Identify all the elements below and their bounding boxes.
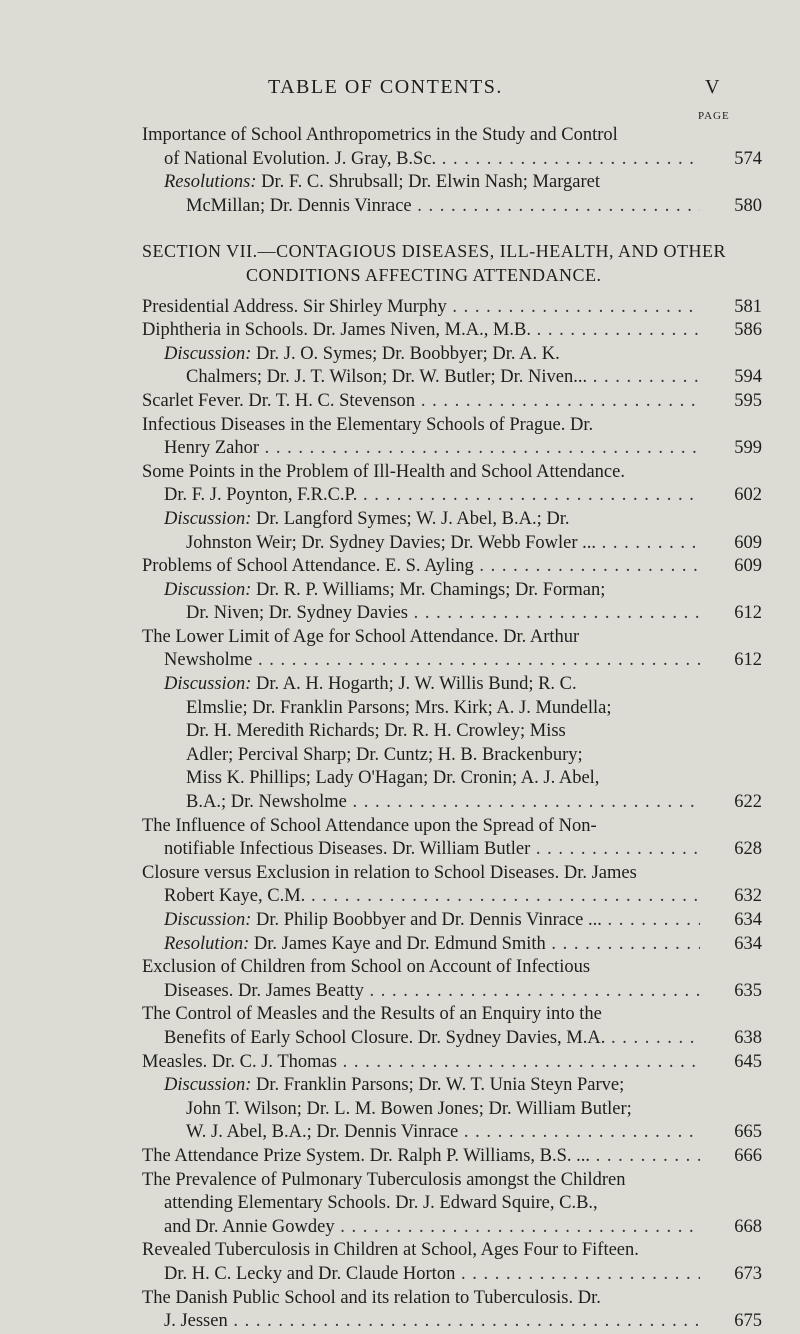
contents-entry [142, 171, 762, 218]
contents-entry [142, 343, 762, 390]
contents-entry-line: Chalmers; Dr. J. T. Wilson; Dr. W. Butler; Dr. Niven... . . . [164, 366, 700, 390]
contents-entry [142, 1145, 762, 1169]
contents-entry [142, 1051, 762, 1075]
contents-entry-line: Discussion: Dr. Philip Boobbyer and Dr. Dennis Vinrace ... . . . [164, 909, 700, 933]
contents-entry-line: Adler; Percival Sharp; Dr. Cuntz; H. B. Brackenbury; [186, 744, 583, 765]
contents-entry-line: Problems of School Attendance. E. S. Ayling . . . [142, 555, 700, 579]
contents-entry-label: Discussion: [164, 508, 252, 529]
contents-entry [142, 626, 762, 673]
contents-entry-line: J. Jessen . . . [142, 1310, 700, 1334]
section-heading-line-2: CONDITIONS AFFECTING ATTENDANCE. [246, 264, 602, 285]
contents-entry [142, 296, 762, 320]
contents-entry-line: attending Elementary Schools. Dr. J. Edward Squire, C.B., [164, 1193, 598, 1214]
contents-entry-page: 628 [702, 838, 762, 862]
contents-entry-line: Measles. Dr. C. J. Thomas . . . [142, 1051, 700, 1075]
contents-entry [142, 909, 762, 933]
contents-entry-line: Dr. Niven; Dr. Sydney Davies . . . [164, 602, 700, 626]
contents-entry-label: Discussion: [164, 674, 252, 695]
contents-entry-page: 574 [702, 148, 762, 172]
contents-group-section-7 [142, 296, 762, 1334]
contents-entry-page: 602 [702, 484, 762, 508]
contents-entry [142, 461, 762, 508]
contents-entry-page: 632 [702, 885, 762, 909]
contents-entry-page: 609 [702, 532, 762, 556]
contents-entry-page: 599 [702, 437, 762, 461]
contents-entry-line: Henry Zahor . . . [142, 437, 700, 461]
contents-entry [142, 414, 762, 461]
page-folio: V [705, 76, 720, 98]
contents-entry [142, 933, 762, 957]
contents-entry-page: 665 [702, 1121, 762, 1145]
contents-entry-page: 673 [702, 1263, 762, 1287]
contents-entry-line: The Prevalence of Pulmonary Tuberculosis amongst the Children [142, 1169, 626, 1190]
contents-entry [142, 390, 762, 414]
contents-entry-page: 581 [702, 296, 762, 320]
contents-entry [142, 1003, 762, 1050]
contents-entry-page: 580 [702, 195, 762, 219]
contents-entry-line: Closure versus Exclusion in relation to School Diseases. Dr. James [142, 862, 637, 883]
contents-entry-line: John T. Wilson; Dr. L. M. Bowen Jones; Dr. William Butler; [186, 1098, 632, 1119]
contents-entry-line: W. J. Abel, B.A.; Dr. Dennis Vinrace . . . [164, 1121, 700, 1145]
contents-entry-line: notifiable Infectious Diseases. Dr. William Butler . . . [142, 838, 700, 862]
contents-entry-line: Presidential Address. Sir Shirley Murphy . . . [142, 296, 700, 320]
contents-entry-page: 595 [702, 390, 762, 414]
contents-entry-page: 609 [702, 555, 762, 579]
contents-entry-label: Resolution: [164, 933, 250, 954]
contents-entry-line: Scarlet Fever. Dr. T. H. C. Stevenson . . . [142, 390, 700, 414]
contents-entry [142, 1074, 762, 1145]
contents-group-top [142, 124, 762, 218]
contents-entry [142, 815, 762, 862]
contents-entry-label: Discussion: [164, 910, 252, 930]
contents-entry-line: The Lower Limit of Age for School Attendance. Dr. Arthur [142, 626, 580, 647]
contents-entry-page: 645 [702, 1051, 762, 1075]
contents-entry-line: Infectious Diseases in the Elementary Schools of Prague. Dr. [142, 414, 594, 435]
contents-entry-line: Dr. F. J. Poynton, F.R.C.P. . . . [142, 484, 700, 508]
contents-entry-line: The Influence of School Attendance upon the Spread of Non- [142, 815, 597, 836]
contents-entry-line: Discussion: Dr. A. H. Hogarth; J. W. Willis Bund; R. C. [164, 674, 577, 695]
contents-entry-line: Johnston Weir; Dr. Sydney Davies; Dr. Webb Fowler ... . . . [164, 532, 700, 556]
contents-entry [142, 1287, 762, 1334]
page-column-label: PAGE [698, 110, 730, 122]
contents-entry [142, 124, 762, 171]
contents-entry [142, 1169, 762, 1240]
contents-entry-line: of National Evolution. J. Gray, B.Sc. . . . [142, 148, 700, 172]
contents-entry-line: Benefits of Early School Closure. Dr. Sydney Davies, M.A. . . . [142, 1027, 700, 1051]
contents-entry-line: The Attendance Prize System. Dr. Ralph P. Williams, B.S. ... . . . [142, 1145, 700, 1169]
contents-entry-label: Resolutions: [164, 172, 257, 193]
contents-entry-line: and Dr. Annie Gowdey . . . [142, 1216, 700, 1240]
contents-entry-page: 612 [702, 649, 762, 673]
contents-entry-line: Revealed Tuberculosis in Children at School, Ages Four to Fifteen. [142, 1240, 639, 1261]
contents-entry [142, 555, 762, 579]
contents-entry-page: 635 [702, 980, 762, 1004]
contents-entry-line: Discussion: Dr. J. O. Symes; Dr. Boobbyer; Dr. A. K. [164, 343, 560, 364]
contents-entry-label: Discussion: [164, 1075, 252, 1096]
contents-entry-line: Miss K. Phillips; Lady O'Hagan; Dr. Cronin; A. J. Abel, [186, 768, 600, 789]
contents-entry [142, 508, 762, 555]
contents-entry-line: Importance of School Anthropometrics in the Study and Control [142, 125, 618, 145]
contents-list [142, 124, 762, 1334]
contents-entry [142, 673, 762, 815]
contents-entry-page: 666 [702, 1145, 762, 1169]
contents-entry-label: Discussion: [164, 343, 252, 364]
contents-entry-page: 612 [702, 602, 762, 626]
contents-entry-line: Discussion: Dr. Franklin Parsons; Dr. W. T. Unia Steyn Parve; [164, 1075, 625, 1096]
contents-entry-line: Resolution: Dr. James Kaye and Dr. Edmund Smith . . . [164, 933, 700, 957]
contents-entry-page: 634 [702, 909, 762, 933]
contents-entry [142, 579, 762, 626]
contents-entry-line: McMillan; Dr. Dennis Vinrace . . . [164, 195, 700, 219]
section-heading [142, 240, 762, 287]
contents-entry-line: Dr. H. C. Lecky and Dr. Claude Horton . . . [142, 1263, 700, 1287]
contents-entry-line: Dr. H. Meredith Richards; Dr. R. H. Crowley; Miss [186, 721, 566, 742]
page-title: TABLE OF CONTENTS. [268, 76, 503, 98]
contents-entry-line: Diphtheria in Schools. Dr. James Niven, M.A., M.B. . . . [142, 319, 700, 343]
contents-entry-label: Discussion: [164, 579, 252, 600]
contents-entry-page: 668 [702, 1216, 762, 1240]
contents-entry-line: The Danish Public School and its relation to Tuberculosis. Dr. [142, 1287, 601, 1308]
contents-entry-page: 634 [702, 933, 762, 957]
contents-entry-line: B.A.; Dr. Newsholme . . . [164, 791, 700, 815]
contents-entry-line: Some Points in the Problem of Ill-Health and School Attendance. [142, 461, 625, 482]
contents-entry-line: Resolutions: Dr. F. C. Shrubsall; Dr. Elwin Nash; Margaret [164, 172, 600, 193]
contents-entry [142, 319, 762, 343]
contents-entry-line: Discussion: Dr. R. P. Williams; Mr. Chamings; Dr. Forman; [164, 579, 606, 600]
section-heading-line-1: SECTION VII.—CONTAGIOUS DISEASES, ILL-HEALTH, AND OTHER [142, 241, 727, 262]
contents-entry-line: Robert Kaye, C.M. . . . [142, 885, 700, 909]
contents-entry [142, 862, 762, 909]
contents-entry-page: 675 [702, 1310, 762, 1334]
contents-entry-line: Exclusion of Children from School on Account of Infectious [142, 957, 591, 978]
contents-entry-line: The Control of Measles and the Results of an Enquiry into the [142, 1004, 602, 1025]
contents-entry-line: Discussion: Dr. Langford Symes; W. J. Abel, B.A.; Dr. [164, 508, 570, 529]
contents-entry-line: Newsholme . . . [142, 649, 700, 673]
contents-entry-page: 594 [702, 366, 762, 390]
contents-entry [142, 1239, 762, 1286]
contents-entry-page: 622 [702, 791, 762, 815]
contents-entry-page: 638 [702, 1027, 762, 1051]
contents-entry-line: Elmslie; Dr. Franklin Parsons; Mrs. Kirk; A. J. Mundella; [186, 697, 612, 718]
contents-entry-line: Diseases. Dr. James Beatty . . . [142, 980, 700, 1004]
running-head [0, 76, 800, 106]
contents-entry-page: 586 [702, 319, 762, 343]
contents-entry [142, 956, 762, 1003]
